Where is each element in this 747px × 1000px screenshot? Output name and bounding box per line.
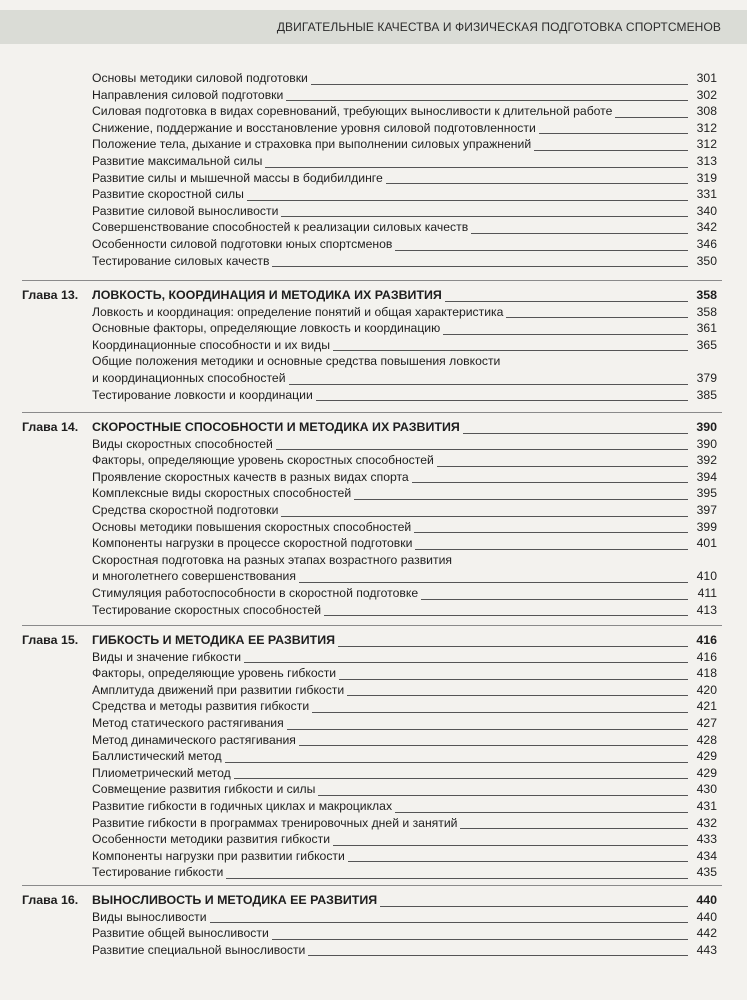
toc-page-number: 331 xyxy=(696,187,717,202)
toc-entry[interactable] xyxy=(92,337,717,354)
toc-page-number: 312 xyxy=(696,137,717,152)
toc-entry-title: Развитие общей выносливости xyxy=(92,926,272,940)
toc-page-number: 433 xyxy=(696,832,717,847)
toc-page-number: 427 xyxy=(696,716,717,730)
toc-page-number: 342 xyxy=(696,220,717,235)
toc-page-number: 432 xyxy=(696,815,717,830)
toc-entry-title: Силовая подготовка в видах соревнований, требующих выносливости к длительной работе xyxy=(92,104,615,118)
toc-entry[interactable] xyxy=(92,942,717,959)
toc-entry[interactable] xyxy=(92,203,717,220)
toc-page-number: 420 xyxy=(696,682,717,697)
toc-entry-title: Совмещение развития гибкости и силы xyxy=(92,782,318,796)
toc-entry-title: Основы методики силовой подготовки xyxy=(92,71,311,85)
toc-entry-title: Средства и методы развития гибкости xyxy=(92,699,312,713)
chapter-label: Глава 15. xyxy=(22,633,79,647)
toc-entry-title: Тестирование гибкости xyxy=(92,865,226,879)
toc-page-number: 395 xyxy=(696,486,717,501)
toc-entry-title: Проявление скоростных качеств в разных видах спорта xyxy=(92,470,412,484)
running-header-title: ДВИГАТЕЛЬНЫЕ КАЧЕСТВА И ФИЗИЧЕСКАЯ ПОДГОТОВКА СПОРТСМЕНОВ xyxy=(276,20,721,34)
toc-page-number: 313 xyxy=(696,154,717,168)
chapter-heading[interactable] xyxy=(92,419,717,436)
toc-entry[interactable] xyxy=(92,353,717,386)
toc-page-number: 392 xyxy=(696,453,717,468)
toc-entry-title: Виды и значение гибкости xyxy=(92,650,244,664)
toc-entry-title: Средства скоростной подготовки xyxy=(92,503,281,517)
toc-entry-title: Амплитуда движений при развитии гибкости xyxy=(92,683,347,697)
toc-entry-title: Метод статического растягивания xyxy=(92,716,287,730)
chapter-label: Глава 14. xyxy=(22,420,79,434)
toc-page-number: 365 xyxy=(696,337,717,352)
toc-page-number: 358 xyxy=(696,304,717,319)
toc-entry[interactable] xyxy=(92,665,717,682)
toc-entry-title: Основные факторы, определяющие ловкость и координацию xyxy=(92,321,443,335)
toc-entry[interactable] xyxy=(92,502,717,519)
toc-entry-title: Тестирование ловкости и координации xyxy=(92,388,316,402)
chapter-title: ВЫНОСЛИВОСТЬ И МЕТОДИКА ЕЕ РАЗВИТИЯ xyxy=(92,893,380,907)
toc-entry[interactable] xyxy=(92,436,717,453)
toc-entry[interactable] xyxy=(92,698,717,715)
toc-page-number: 401 xyxy=(696,536,717,551)
toc-entry[interactable] xyxy=(92,682,717,699)
toc-page-number: 421 xyxy=(696,699,717,714)
toc-entry-title: Компоненты нагрузки в процессе скоростной подготовки xyxy=(92,536,415,550)
toc-entry[interactable] xyxy=(92,848,717,865)
toc-page-number: 440 xyxy=(696,909,717,924)
toc-page-number: 302 xyxy=(696,87,717,102)
toc-entry-title: и многолетнего совершенствования xyxy=(92,569,299,583)
toc-entry[interactable] xyxy=(92,798,717,815)
toc-entry[interactable] xyxy=(92,831,717,848)
toc-page-number: 385 xyxy=(696,387,717,402)
toc-page-number: 312 xyxy=(696,120,717,135)
toc-entry[interactable] xyxy=(92,469,717,486)
toc-page-number: 399 xyxy=(696,519,717,534)
toc-page-number: 301 xyxy=(696,71,717,85)
toc-entry[interactable] xyxy=(92,103,717,120)
toc-entry[interactable] xyxy=(92,70,717,87)
toc-entry[interactable] xyxy=(92,320,717,337)
toc-page-number: 410 xyxy=(696,569,717,584)
toc-entry-title: Развитие силовой выносливости xyxy=(92,204,281,218)
toc-page-number: 442 xyxy=(696,926,717,941)
toc-page-number: 346 xyxy=(696,237,717,251)
toc-entry-title: Развитие гибкости в программах тренировочных дней и занятий xyxy=(92,816,460,830)
toc-entry-title: Баллистический метод xyxy=(92,749,225,763)
toc-page-number: 431 xyxy=(696,799,717,813)
toc-entry[interactable] xyxy=(92,552,717,585)
toc-page-number: 308 xyxy=(696,104,717,119)
toc-entry-title: Развитие гибкости в годичных циклах и макроциклах xyxy=(92,799,395,813)
chapter-heading[interactable] xyxy=(92,892,717,909)
toc-page-number: 361 xyxy=(696,321,717,336)
toc-entry[interactable] xyxy=(92,87,717,104)
toc-entry[interactable] xyxy=(92,909,717,926)
toc-entry[interactable] xyxy=(92,236,717,253)
toc-page-number: 350 xyxy=(696,253,717,268)
toc-entry-title: Плиометрический метод xyxy=(92,766,234,780)
toc-entry-title: Ловкость и координация: определение понятий и общая характеристика xyxy=(92,305,506,319)
toc-entry[interactable] xyxy=(92,781,717,798)
toc-entry[interactable] xyxy=(92,732,717,749)
toc-entry[interactable] xyxy=(92,136,717,153)
toc-entry-title: Положение тела, дыхание и страховка при выполнении силовых упражнений xyxy=(92,137,534,151)
chapter-title: ГИБКОСТЬ И МЕТОДИКА ЕЕ РАЗВИТИЯ xyxy=(92,633,338,647)
toc-page-number: 340 xyxy=(696,203,717,218)
toc-entry[interactable] xyxy=(92,649,717,666)
toc-page-number: 379 xyxy=(696,370,717,385)
toc-entry[interactable] xyxy=(92,219,717,236)
toc-entry[interactable] xyxy=(92,519,717,536)
section-divider xyxy=(22,885,722,886)
toc-entry-title: Развитие силы и мышечной массы в бодибилдинге xyxy=(92,171,386,185)
chapter-page-number: 440 xyxy=(696,893,717,907)
toc-entry[interactable] xyxy=(92,748,717,765)
toc-page-number: 428 xyxy=(696,732,717,747)
toc-entry-title: Факторы, определяющие уровень скоростных способностей xyxy=(92,453,437,467)
section-divider xyxy=(22,412,722,413)
toc-entry-title: Основы методики повышения скоростных способностей xyxy=(92,520,414,534)
toc-entry-title: Компоненты нагрузки при развитии гибкости xyxy=(92,849,348,863)
toc-entry-title: Стимуляция работоспособности в скоростной подготовке xyxy=(92,586,421,600)
toc-entry[interactable] xyxy=(92,253,717,270)
toc-entry-title: Факторы, определяющие уровень гибкости xyxy=(92,666,339,680)
toc-page-number: 434 xyxy=(696,848,717,863)
toc-entry[interactable] xyxy=(92,815,717,832)
chapter-page-number: 390 xyxy=(696,420,717,434)
toc-page-number: 418 xyxy=(696,666,717,681)
toc-entry-title: Комплексные виды скоростных способностей xyxy=(92,486,354,500)
toc-entry[interactable] xyxy=(92,485,717,502)
toc-entry-title: Координационные способности и их виды xyxy=(92,338,333,352)
toc-entry-title: Метод динамического растягивания xyxy=(92,733,299,747)
chapter-label: Глава 13. xyxy=(22,288,79,302)
toc-page-number: 435 xyxy=(696,865,717,880)
toc-page-number: 397 xyxy=(696,503,717,517)
toc-page-number: 429 xyxy=(696,765,717,780)
toc-entry-title: Скоростная подготовка на разных этапах возрастного развития xyxy=(92,553,455,567)
toc-entry[interactable] xyxy=(92,602,717,619)
toc-entry[interactable] xyxy=(92,585,717,602)
toc-entry-title: Тестирование скоростных способностей xyxy=(92,603,324,617)
toc-page-number: 429 xyxy=(696,749,717,764)
toc-entry-title: Общие положения методики и основные средства повышения ловкости xyxy=(92,354,503,368)
toc-page-number: 411 xyxy=(697,586,717,600)
section-divider xyxy=(22,280,722,281)
chapter-heading[interactable] xyxy=(92,632,717,649)
toc-entry[interactable] xyxy=(92,170,717,187)
toc-entry[interactable] xyxy=(92,120,717,137)
toc-entry-title: Виды скоростных способностей xyxy=(92,437,276,451)
chapter-label: Глава 16. xyxy=(22,893,79,907)
toc-entry[interactable] xyxy=(92,864,717,881)
toc-entry-title: Особенности методики развития гибкости xyxy=(92,832,333,846)
toc-entry[interactable] xyxy=(92,186,717,203)
toc-page-number: 319 xyxy=(696,170,717,185)
toc-entry-title: Развитие максимальной силы xyxy=(92,154,265,168)
toc-entry-title: Развитие скоростной силы xyxy=(92,187,247,201)
toc-entry-title: Развитие специальной выносливости xyxy=(92,943,308,957)
toc-entry[interactable] xyxy=(92,153,717,170)
toc-entry-title: Особенности силовой подготовки юных спортсменов xyxy=(92,237,395,251)
toc-page-number: 394 xyxy=(696,469,717,484)
toc-entry-title: Направления силовой подготовки xyxy=(92,88,286,102)
toc-entry-title: и координационных способностей xyxy=(92,371,289,385)
chapter-title: ЛОВКОСТЬ, КООРДИНАЦИЯ И МЕТОДИКА ИХ РАЗВИТИЯ xyxy=(92,288,445,302)
toc-entry[interactable] xyxy=(92,387,717,404)
chapter-heading[interactable] xyxy=(92,287,717,304)
toc-entry[interactable] xyxy=(92,715,717,732)
toc-entry[interactable] xyxy=(92,535,717,552)
toc-page-number: 416 xyxy=(696,649,717,664)
toc-entry-title: Виды выносливости xyxy=(92,910,210,924)
section-divider xyxy=(22,625,722,626)
toc-page-number: 390 xyxy=(696,436,717,451)
chapter-page-number: 358 xyxy=(696,288,717,302)
toc-entry[interactable] xyxy=(92,304,717,321)
toc-entry[interactable] xyxy=(92,925,717,942)
toc-entry-title: Совершенствование способностей к реализации силовых качеств xyxy=(92,220,471,234)
toc-entry-title: Снижение, поддержание и восстановление уровня силовой подготовленности xyxy=(92,121,539,135)
chapter-page-number: 416 xyxy=(696,633,717,647)
toc-entry[interactable] xyxy=(92,452,717,469)
toc-entry-title: Тестирование силовых качеств xyxy=(92,254,272,268)
chapter-title: СКОРОСТНЫЕ СПОСОБНОСТИ И МЕТОДИКА ИХ РАЗВИТИЯ xyxy=(92,420,463,434)
toc-entry[interactable] xyxy=(92,765,717,782)
toc-page-number: 430 xyxy=(696,782,717,797)
toc-page-number: 413 xyxy=(696,602,717,617)
toc-page-number: 443 xyxy=(696,942,717,957)
